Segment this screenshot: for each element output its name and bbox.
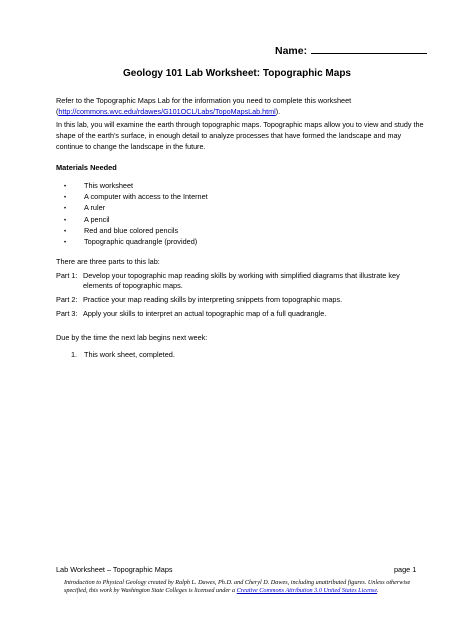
page-title: Geology 101 Lab Worksheet: Topographic Maps (122, 68, 351, 79)
parts-intro: There are three parts to this lab: (56, 257, 160, 266)
name-label: Name: (275, 45, 308, 57)
part-2 (56, 295, 431, 305)
due-item (71, 350, 175, 359)
materials-heading: Materials Needed (56, 163, 117, 172)
intro-paragraph (56, 96, 426, 118)
license-credit (64, 579, 412, 595)
lab-description: In this lab, you will examine the earth through topographic maps. Topographic maps allow you to view and study the shape of the earth’s surface, in enough detail to analyze processes that have formed the landscape and may continue to change the landscape in the future. (56, 120, 424, 151)
footer-title: Lab Worksheet – Topographic Maps (56, 565, 173, 574)
list-item: • A ruler (64, 202, 208, 213)
intro-link-open: ( (56, 107, 59, 117)
name-field[interactable] (275, 44, 427, 57)
part-text: Practice your map reading skills by interpreting snippets from topographic maps. (83, 295, 343, 304)
list-item: • Topographic quadrangle (provided) (64, 236, 208, 247)
bullet-icon: • (64, 228, 67, 235)
bullet-icon: • (64, 184, 67, 190)
lab-link[interactable]: http://commons.wvc.edu/rdawes/G101OCL/Labs/TopoMapsLab.html (58, 107, 276, 117)
part-text: Apply your skills to interpret an actual topographic map of a full quadrangle. (83, 309, 327, 318)
part-label: Part 1: (56, 271, 78, 280)
bullet-icon: • (64, 195, 67, 202)
list-item: • This worksheet (64, 180, 208, 191)
page-number: page 1 (394, 565, 417, 574)
materials-list (64, 180, 208, 247)
list-item: • A computer with access to the Internet (64, 191, 208, 202)
part-1 (56, 271, 431, 292)
list-item: • A pencil (64, 214, 208, 225)
part-text: Develop your topographic map reading skills by working with simplified diagrams that illustrate key elements of topographic maps. (83, 271, 400, 291)
credit-text: Introduction to Physical Geology created by Ralph L. Dawes, Ph.D. and Cheryl D. Dawes, including unattributed figures. Unless otherwise specified, this work by Washington State Colleges is licensed under a (64, 579, 411, 594)
bullet-icon: • (64, 206, 67, 213)
bullet-icon: • (64, 217, 67, 224)
item-number: 1. (71, 350, 78, 359)
intro-text: Refer to the Topographic Maps Lab for the information you need to complete this worksheet (56, 96, 352, 105)
list-item: • Red and blue colored pencils (64, 225, 208, 236)
due-text: Due by the time the next lab begins next week: (56, 333, 208, 342)
part-3 (56, 309, 431, 319)
item-text: This work sheet, completed. (84, 350, 175, 359)
license-link[interactable]: Creative Commons Attribution 3.0 United States License (236, 587, 378, 594)
credit-end: . (377, 587, 379, 594)
part-label: Part 2: (56, 295, 78, 304)
name-blank-line[interactable] (311, 44, 427, 54)
bullet-icon: • (64, 239, 67, 246)
part-label: Part 3: (56, 309, 78, 318)
intro-link-close: ). (275, 107, 281, 117)
